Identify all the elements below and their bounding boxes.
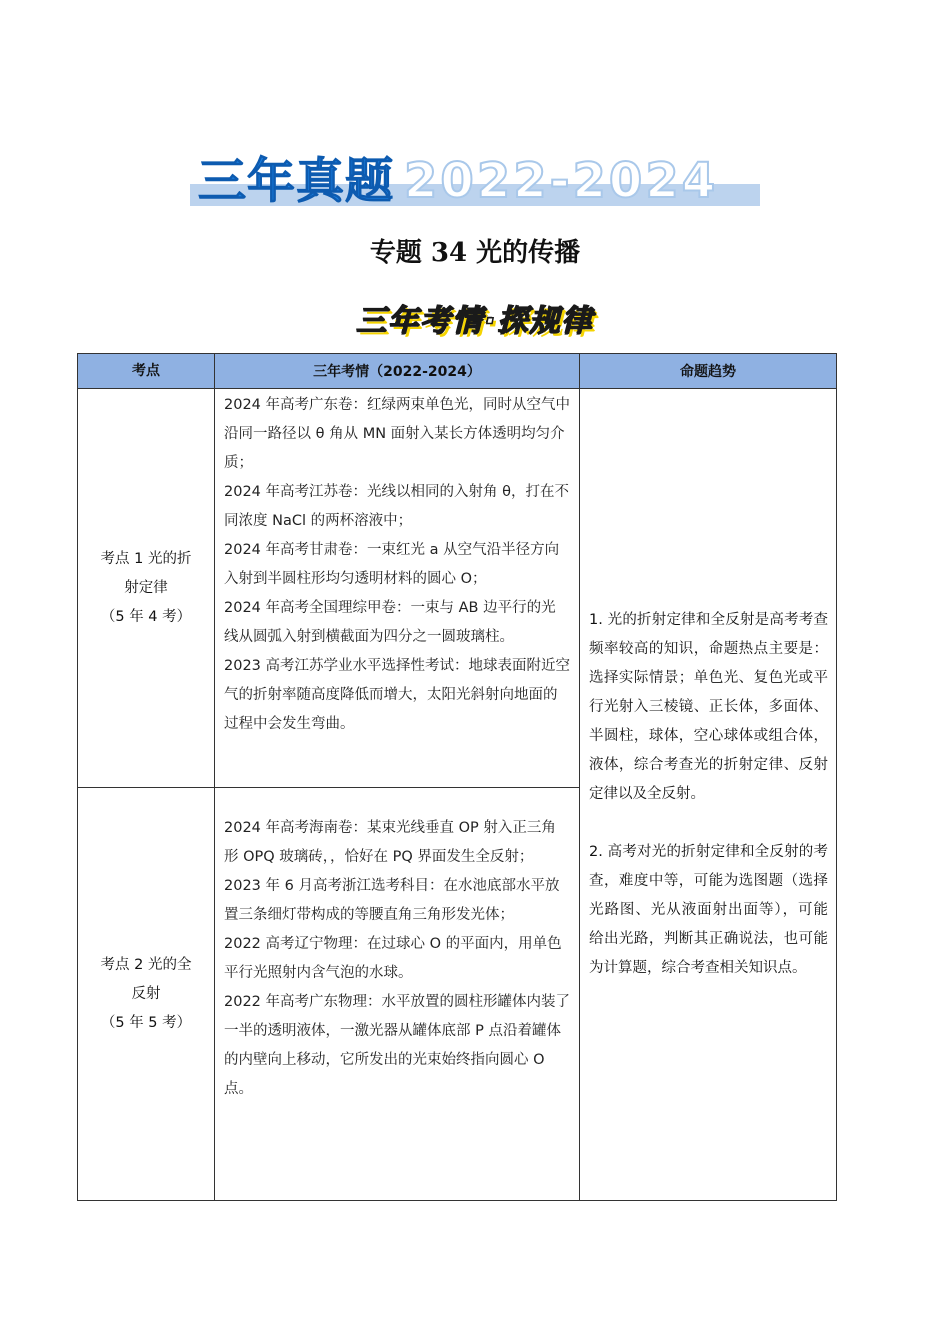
exam-item: 2022 高考辽宁物理：在过球心 O 的平面内，用单色平行光照射内含气泡的水球。	[224, 936, 562, 981]
banner-title	[198, 142, 718, 211]
topic-cell	[78, 788, 215, 1201]
exam-item: 2023 年 6 月高考浙江选考科目：在水池底部水平放置三条细灯带构成的等腰直角三角形发光体；	[224, 878, 560, 923]
exam-item: 2024 年高考广东卷：红绿两束单色光，同时从空气中沿同一路径以 θ 角从 MN 面射入某长方体透明均匀介质；	[224, 397, 571, 471]
header-exams: 三年考情（2022-2024）	[215, 354, 580, 389]
topic-title: 专题 34 光的传播	[369, 238, 581, 268]
table-header-row	[78, 354, 837, 389]
exam-item: 2024 年高考江苏卷：光线以相同的入射角 θ，打在不同浓度 NaCl 的两杯溶液中；	[224, 484, 569, 529]
banner-year-text: 2022-2024	[404, 153, 719, 209]
trend-item: 2. 高考对光的折射定律和全反射的考查，难度中等，可能为选图题（选择光路图、光从液面射出面等），可能给出光路，判断其正确说法，也可能为计算题，综合考查相关知识点。	[589, 844, 828, 976]
banner-main-text: 三年真题	[198, 153, 395, 209]
ribbon-text: 三年考情·探规律	[356, 304, 594, 339]
section-ribbon	[0, 296, 950, 340]
exam-item: 2023 高考江苏学业水平选择性考试：地球表面附近空气的折射率随高度降低而增大，太阳光斜射向地面的过程中会发生弯曲。	[224, 658, 571, 732]
banner	[190, 146, 760, 208]
topic-count: （5 年 5 考）	[100, 1014, 192, 1031]
exam-item: 2022 年高考广东物理：水平放置的圆柱形罐体内装了一半的透明液体，一激光器从罐体底部 P 点沿着罐体的内壁向上移动，它所发出的光束始终指向圆心 O 点。	[224, 994, 571, 1097]
analysis-table	[77, 353, 837, 1201]
topic-line: 考点 2 光的全	[100, 956, 192, 973]
exam-cell	[215, 389, 580, 788]
table-row	[78, 389, 837, 788]
header-topic: 考点	[78, 354, 215, 389]
trend-cell	[580, 389, 837, 1201]
topic-cell	[78, 389, 215, 788]
topic-line: 考点 1 光的折	[100, 550, 192, 567]
exam-item: 2024 年高考甘肃卷：一束红光 a 从空气沿半径方向入射到半圆柱形均匀透明材料的圆心 O；	[224, 542, 560, 587]
topic-line: 射定律	[124, 579, 168, 596]
exam-cell	[215, 788, 580, 1201]
exam-item: 2024 年高考全国理综甲卷：一束与 AB 边平行的光线从圆弧入射到横截面为四分之一圆玻璃柱。	[224, 600, 556, 645]
header-trend: 命题趋势	[580, 354, 837, 389]
exam-item: 2024 年高考海南卷：某束光线垂直 OP 射入正三角形 OPQ 玻璃砖，，恰好在 PQ 界面发生全反射；	[224, 820, 556, 865]
topic-line: 反射	[131, 985, 161, 1002]
topic-count: （5 年 4 考）	[100, 608, 192, 625]
trend-item: 1. 光的折射定律和全反射是高考考查频率较高的知识，命题热点主要是：选择实际情景；单色光、复色光或平行光射入三棱镜、正长体，多面体、半圆柱，球体，空心球体或组合体，液体，综合考查光的折射定律、反射定律以及全反射。	[589, 612, 828, 802]
